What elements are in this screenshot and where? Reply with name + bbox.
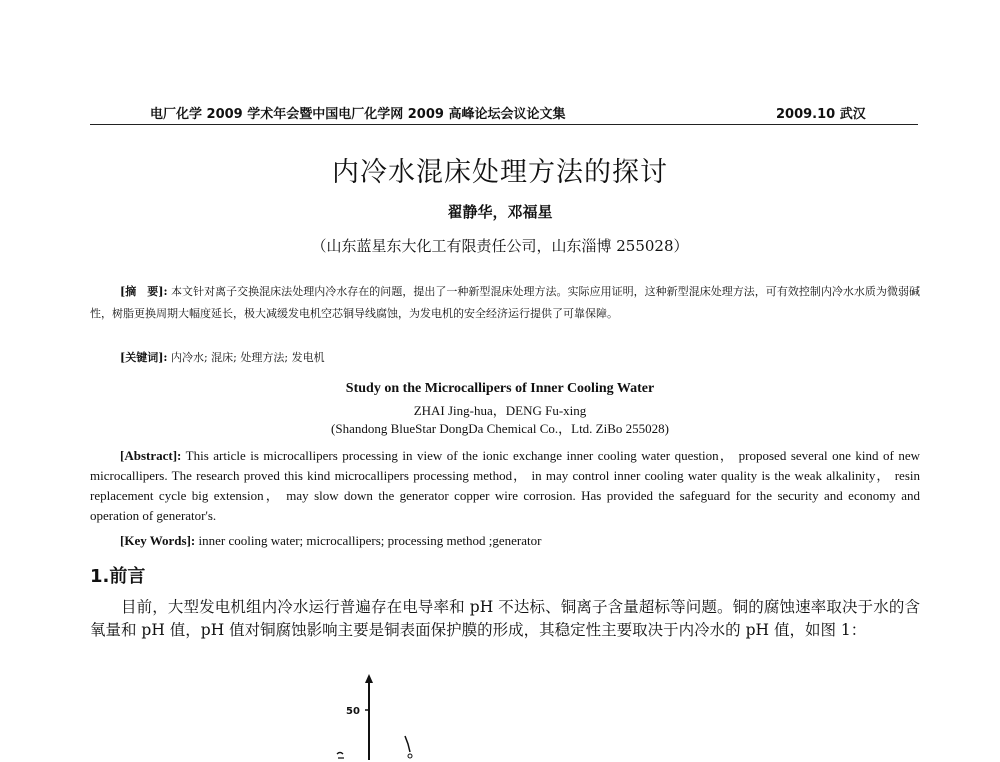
introduction-paragraph: 目前，大型发电机组内冷水运行普遍存在电导率和 pH 不达标、铜离子含量超标等问题。铜的腐蚀速率取决于水的含氧量和 pH 值，pH 值对铜腐蚀影响主要是铜表面保护膜的形成，其稳定性主要取决于内冷水的 pH 值，如图 1：: [90, 598, 920, 639]
paper-affiliation: （山东蓝星东大化工有限责任公司，山东淄博 255028）: [311, 237, 689, 255]
running-header-right: 2009.10 武汉: [776, 107, 866, 122]
english-abstract: [90, 446, 920, 526]
english-keywords-text: inner cooling water; microcallipers; processing method ;generator: [195, 533, 542, 548]
chinese-keywords-label: [关键词]:: [120, 351, 168, 364]
figure-y-tick-label: 50: [346, 706, 360, 717]
running-header-left: 电厂化学 2009 学术年会暨中国电厂化学网 2009 高峰论坛会议论文集: [150, 107, 566, 122]
figure-y-axis-arrow: [365, 674, 373, 683]
english-affiliation: (Shandong BlueStar DongDa Chemical Co.，Ltd. ZiBo 255028): [331, 421, 669, 436]
english-abstract-label: [Abstract]:: [120, 448, 182, 463]
paper-authors: 翟静华，邓福星: [447, 203, 553, 221]
section-heading-introduction: 1.前言: [90, 566, 146, 587]
figure-axis-label-fragment: [337, 753, 344, 759]
chinese-abstract: [90, 281, 920, 325]
english-keywords-label: [Key Words]:: [120, 533, 196, 548]
english-authors: ZHAI Jing-hua，DENG Fu-xing: [413, 403, 587, 418]
english-title: Study on the Microcallipers of Inner Cooling Water: [345, 381, 655, 396]
english-keywords: [120, 533, 541, 549]
paper-title: 内冷水混床处理方法的探讨: [332, 157, 668, 188]
chinese-abstract-label: [摘 要]:: [120, 285, 168, 298]
chinese-abstract-text: 本文针对离子交换混床法处理内冷水存在的问题，提出了一种新型混床处理方法。实际应用证明，这种新型混床处理方法，可有效控制内冷水水质为微弱碱性，树脂更换周期大幅度延长，极大减缓发电机空芯铜导线腐蚀，为发电机的安全经济运行提供了可靠保障。: [90, 285, 920, 320]
chinese-keywords-text: 内冷水; 混床; 处理方法; 发电机: [167, 351, 325, 364]
figure-data-point: [408, 754, 412, 758]
figure-curve-fragment: [405, 736, 410, 752]
figure-1-partial: [320, 672, 460, 762]
header-rule: [90, 124, 918, 125]
english-abstract-text: This article is microcallipers processing in view of the ionic exchange inner cooling water question， proposed several one kind of new microcallipers. The research proved this kind microcallipers processing method， in may control inner cooling water quality is the weak alkalinity， resin replacement cycle big extension， may slow down the generator copper wire corrosion. Has provided the safeguard for the security and economy and operation of generator's.: [90, 448, 920, 523]
chinese-keywords: [120, 349, 325, 365]
